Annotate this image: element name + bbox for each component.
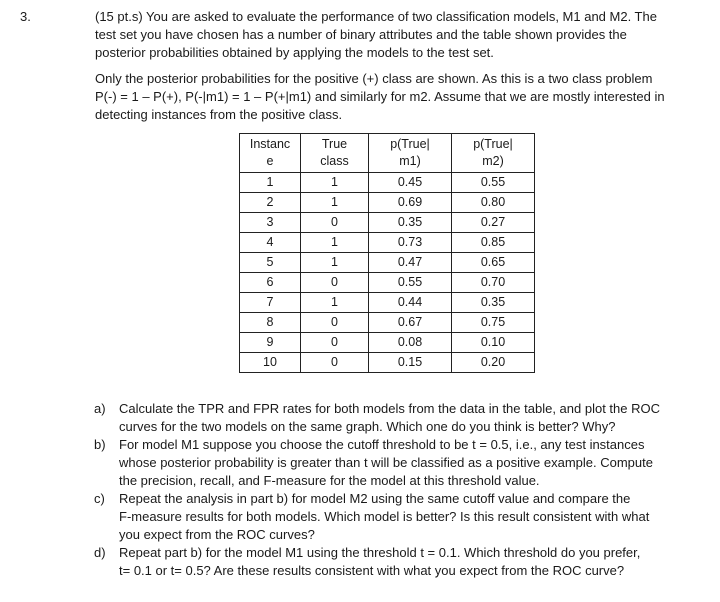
cell-instance: 8 [240,313,301,333]
cell-instance: 10 [240,353,301,373]
question-list [94,400,694,580]
cell-instance: 7 [240,293,301,313]
cell-true-class: 0 [301,313,369,333]
question-line: curves for the two models on the same graph. Which one do you think is better? Why? [119,419,616,434]
header-p-true-m1: p(True| m1) [369,134,452,173]
cell-instance: 1 [240,173,301,193]
cell-true-class: 1 [301,293,369,313]
cell-p-m2: 0.80 [452,193,535,213]
cell-p-m1: 0.47 [369,253,452,273]
cell-p-m2: 0.65 [452,253,535,273]
cell-p-m1: 0.45 [369,173,452,193]
cell-instance: 3 [240,213,301,233]
cell-true-class: 1 [301,253,369,273]
cell-true-class: 1 [301,193,369,213]
cell-p-m2: 0.27 [452,213,535,233]
table-row [240,173,535,193]
note-line: detecting instances from the positive class. [95,107,343,122]
cell-p-m1: 0.44 [369,293,452,313]
note-line: P(-) = 1 – P(+), P(-|m1) = 1 – P(+|m1) and similarly for m2. Assume that we are mostly interested in [95,89,665,104]
cell-p-m2: 0.75 [452,313,535,333]
cell-p-m1: 0.08 [369,333,452,353]
table-row [240,213,535,233]
problem-intro [95,8,700,62]
question-label: b) [94,437,106,452]
table-row [240,253,535,273]
cell-p-m1: 0.67 [369,313,452,333]
cell-instance: 6 [240,273,301,293]
cell-p-m1: 0.15 [369,353,452,373]
cell-p-m1: 0.73 [369,233,452,253]
cell-p-m2: 0.70 [452,273,535,293]
table-row [240,313,535,333]
question-line: t= 0.1 or t= 0.5? Are these results consistent with what you expect from the ROC curve? [119,563,625,578]
intro-line: posterior probabilities obtained by applying the models to the test set. [95,45,494,60]
question-line: Repeat the analysis in part b) for model M2 using the same cutoff value and compare the [119,491,631,506]
table-row [240,193,535,213]
header-instance: Instanc e [240,134,301,173]
question-d [94,544,694,580]
question-b [94,436,694,490]
question-line: Repeat part b) for the model M1 using the threshold t = 0.1. Which threshold do you prefer, [119,545,641,560]
question-line: Calculate the TPR and FPR rates for both models from the data in the table, and plot the ROC [119,401,660,416]
problem-note [95,70,700,124]
cell-instance: 2 [240,193,301,213]
cell-true-class: 1 [301,173,369,193]
cell-instance: 9 [240,333,301,353]
question-label: a) [94,401,106,416]
cell-p-m2: 0.35 [452,293,535,313]
problem-number: 3. [20,9,31,24]
question-line: the precision, recall, and F-measure for the model at this threshold value. [119,473,540,488]
cell-p-m2: 0.85 [452,233,535,253]
question-line: whose posterior probability is greater than t will be classified as a positive example. Compute [119,455,653,470]
cell-true-class: 0 [301,213,369,233]
cell-p-m1: 0.35 [369,213,452,233]
question-line: you expect from the ROC curves? [119,527,315,542]
header-true-class: True class [301,134,369,173]
cell-true-class: 0 [301,273,369,293]
question-line: F-measure results for both models. Which model is better? Is this result consistent with what [119,509,650,524]
question-line: For model M1 suppose you choose the cutoff threshold to be t = 0.5, i.e., any test instances [119,437,645,452]
table-row [240,333,535,353]
intro-line: (15 pt.s) You are asked to evaluate the performance of two classification models, M1 and M2. The [95,9,657,24]
cell-true-class: 1 [301,233,369,253]
table-header-row [240,134,535,173]
header-p-true-m2: p(True| m2) [452,134,535,173]
question-c [94,490,694,544]
question-label: d) [94,545,106,560]
cell-true-class: 0 [301,353,369,373]
table-row [240,233,535,253]
intro-line: test set you have chosen has a number of binary attributes and the table shown provides the [95,27,627,42]
cell-p-m2: 0.55 [452,173,535,193]
note-line: Only the posterior probabilities for the positive (+) class are shown. As this is a two class problem [95,71,653,86]
posterior-probability-table [239,133,535,373]
table-row [240,273,535,293]
table-row [240,353,535,373]
cell-p-m2: 0.10 [452,333,535,353]
cell-true-class: 0 [301,333,369,353]
question-a [94,400,694,436]
cell-p-m2: 0.20 [452,353,535,373]
cell-instance: 4 [240,233,301,253]
cell-p-m1: 0.69 [369,193,452,213]
question-label: c) [94,491,105,506]
table-row [240,293,535,313]
cell-p-m1: 0.55 [369,273,452,293]
cell-instance: 5 [240,253,301,273]
